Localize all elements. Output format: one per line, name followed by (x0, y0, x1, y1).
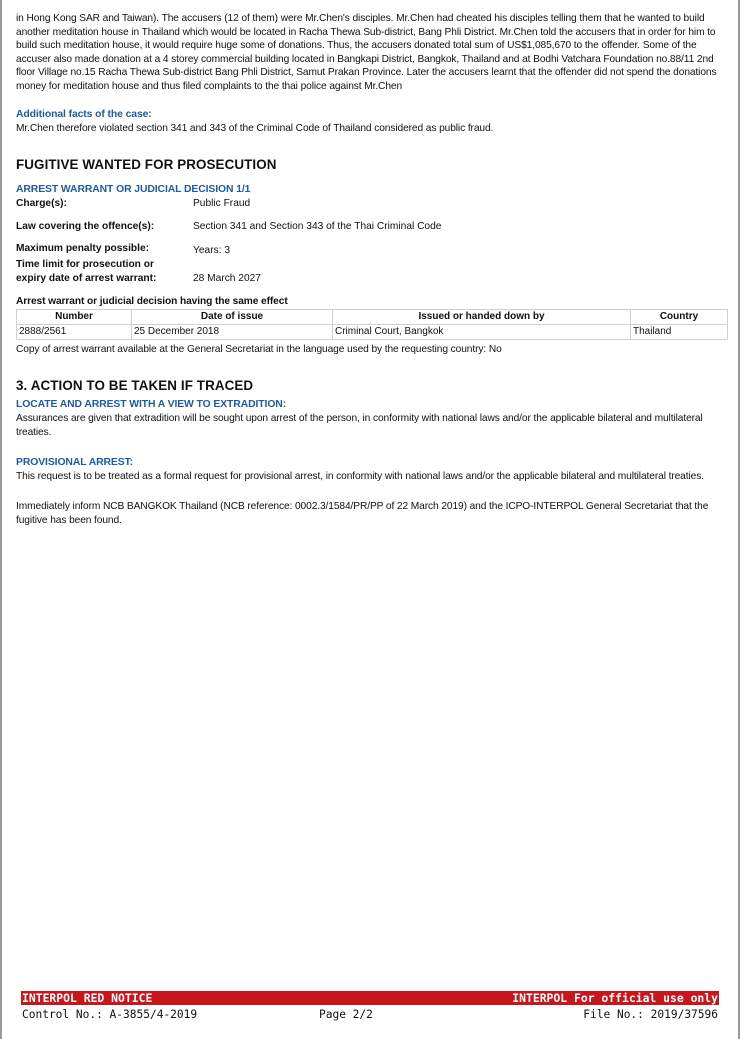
copy-note: Copy of arrest warrant available at the General Secretariat in the language used by the requesting country: No (16, 343, 502, 355)
col-country-header: Country (631, 309, 728, 324)
red-notice-label: INTERPOL RED NOTICE (22, 991, 153, 1005)
intro-paragraph: in Hong Kong SAR and Taiwan). The accusers (12 of them) were Mr.Chen's disciples. Mr.Chen had cheated his disciples telling them that he wanted to build another meditation house in Thailand which would be located in Racha Thewa Sub-district, Bang Phli District. Mr.Chen told the accusers that in order for him to build such meditation house, it would require huge some of donations. Thus, the accusers donated total sum of US$1,085,670 to the offender. Some of the accuser also made donation at a 4 storey commercial building located in Bangkapi District, Bangkok, Thailand and at Bodhi Vatchara Foundation no.88/11 2nd floor Village no.15 Racha Thewa Sub-district Bang Phli District, Samut Prakan Province. Later the accusers learnt that the offender did not spend the donations money for meditation house and thus filed complaints to the thai police against Mr.Chen (16, 13, 717, 92)
time-limit-value: 28 March 2027 (193, 272, 261, 284)
col-number-header: Number (17, 309, 132, 324)
official-use-label: INTERPOL For official use only (512, 991, 718, 1005)
col-issued-by-header: Issued or handed down by (333, 309, 631, 324)
penalty-label: Maximum penalty possible: (16, 243, 150, 255)
law-label: Law covering the offence(s): (16, 220, 155, 232)
file-number: File No.: 2019/37596 (583, 1008, 718, 1021)
action-section-title: 3. ACTION TO BE TAKEN IF TRACED (16, 378, 254, 394)
law-row (16, 220, 724, 234)
charge-label: Charge(s): (16, 198, 67, 210)
fugitive-section-title: FUGITIVE WANTED FOR PROSECUTION (16, 157, 277, 173)
time-limit-row (16, 258, 724, 285)
additional-facts-heading: Additional facts of the case: (16, 108, 152, 120)
law-value: Section 341 and Section 343 of the Thai Criminal Code (193, 220, 442, 232)
arrest-warrant-table (16, 309, 728, 340)
page-number: Page 2/2 (319, 1008, 373, 1021)
page-content (16, 12, 724, 527)
warrant-country: Thailand (631, 324, 728, 339)
inform-text: Immediately inform NCB BANGKOK Thailand (NCB reference: 0002.3/1584/PR/PP of 22 March 2019) and the ICPO-INTERPOL General Secretariat that the fugitive has been found. (16, 501, 709, 526)
charge-row (16, 197, 724, 211)
footer-info-row (21, 1006, 719, 1023)
charge-value: Public Fraud (193, 198, 251, 210)
warrant-issuer: Criminal Court, Bangkok (333, 324, 631, 339)
warrant-heading: ARREST WARRANT OR JUDICIAL DECISION 1/1 (16, 184, 251, 196)
red-notice-banner (21, 991, 719, 1006)
control-number: Control No.: A-3855/4-2019 (22, 1008, 198, 1021)
penalty-row (16, 242, 724, 256)
time-limit-label-line-1: Time limit for prosecution or (16, 258, 154, 270)
warrant-number: 2888/2561 (17, 324, 132, 339)
col-date-header: Date of issue (132, 309, 333, 324)
penalty-value: Years: 3 (193, 245, 231, 257)
additional-facts-text: Mr.Chen therefore violated section 341 and 343 of the Criminal Code of Thailand considered as public fraud. (16, 122, 494, 134)
provisional-heading: PROVISIONAL ARREST: (16, 456, 134, 468)
table-row (17, 324, 728, 339)
provisional-text: This request is to be treated as a formal request for provisional arrest, in conformity with national laws and/or the applicable bilateral and multilateral treaties. (16, 470, 704, 482)
same-effect-heading: Arrest warrant or judicial decision having the same effect (16, 296, 288, 308)
page-footer (21, 991, 719, 1023)
locate-text: Assurances are given that extradition will be sought upon arrest of the person, in conformity with national laws and/or the applicable bilateral and multilateral treaties. (16, 413, 703, 438)
time-limit-label (16, 258, 193, 285)
warrant-date: 25 December 2018 (132, 324, 333, 339)
time-limit-label-line-2: expiry date of arrest warrant: (16, 272, 157, 284)
table-header-row (17, 309, 728, 324)
locate-heading: LOCATE AND ARREST WITH A VIEW TO EXTRADITION: (16, 399, 287, 411)
